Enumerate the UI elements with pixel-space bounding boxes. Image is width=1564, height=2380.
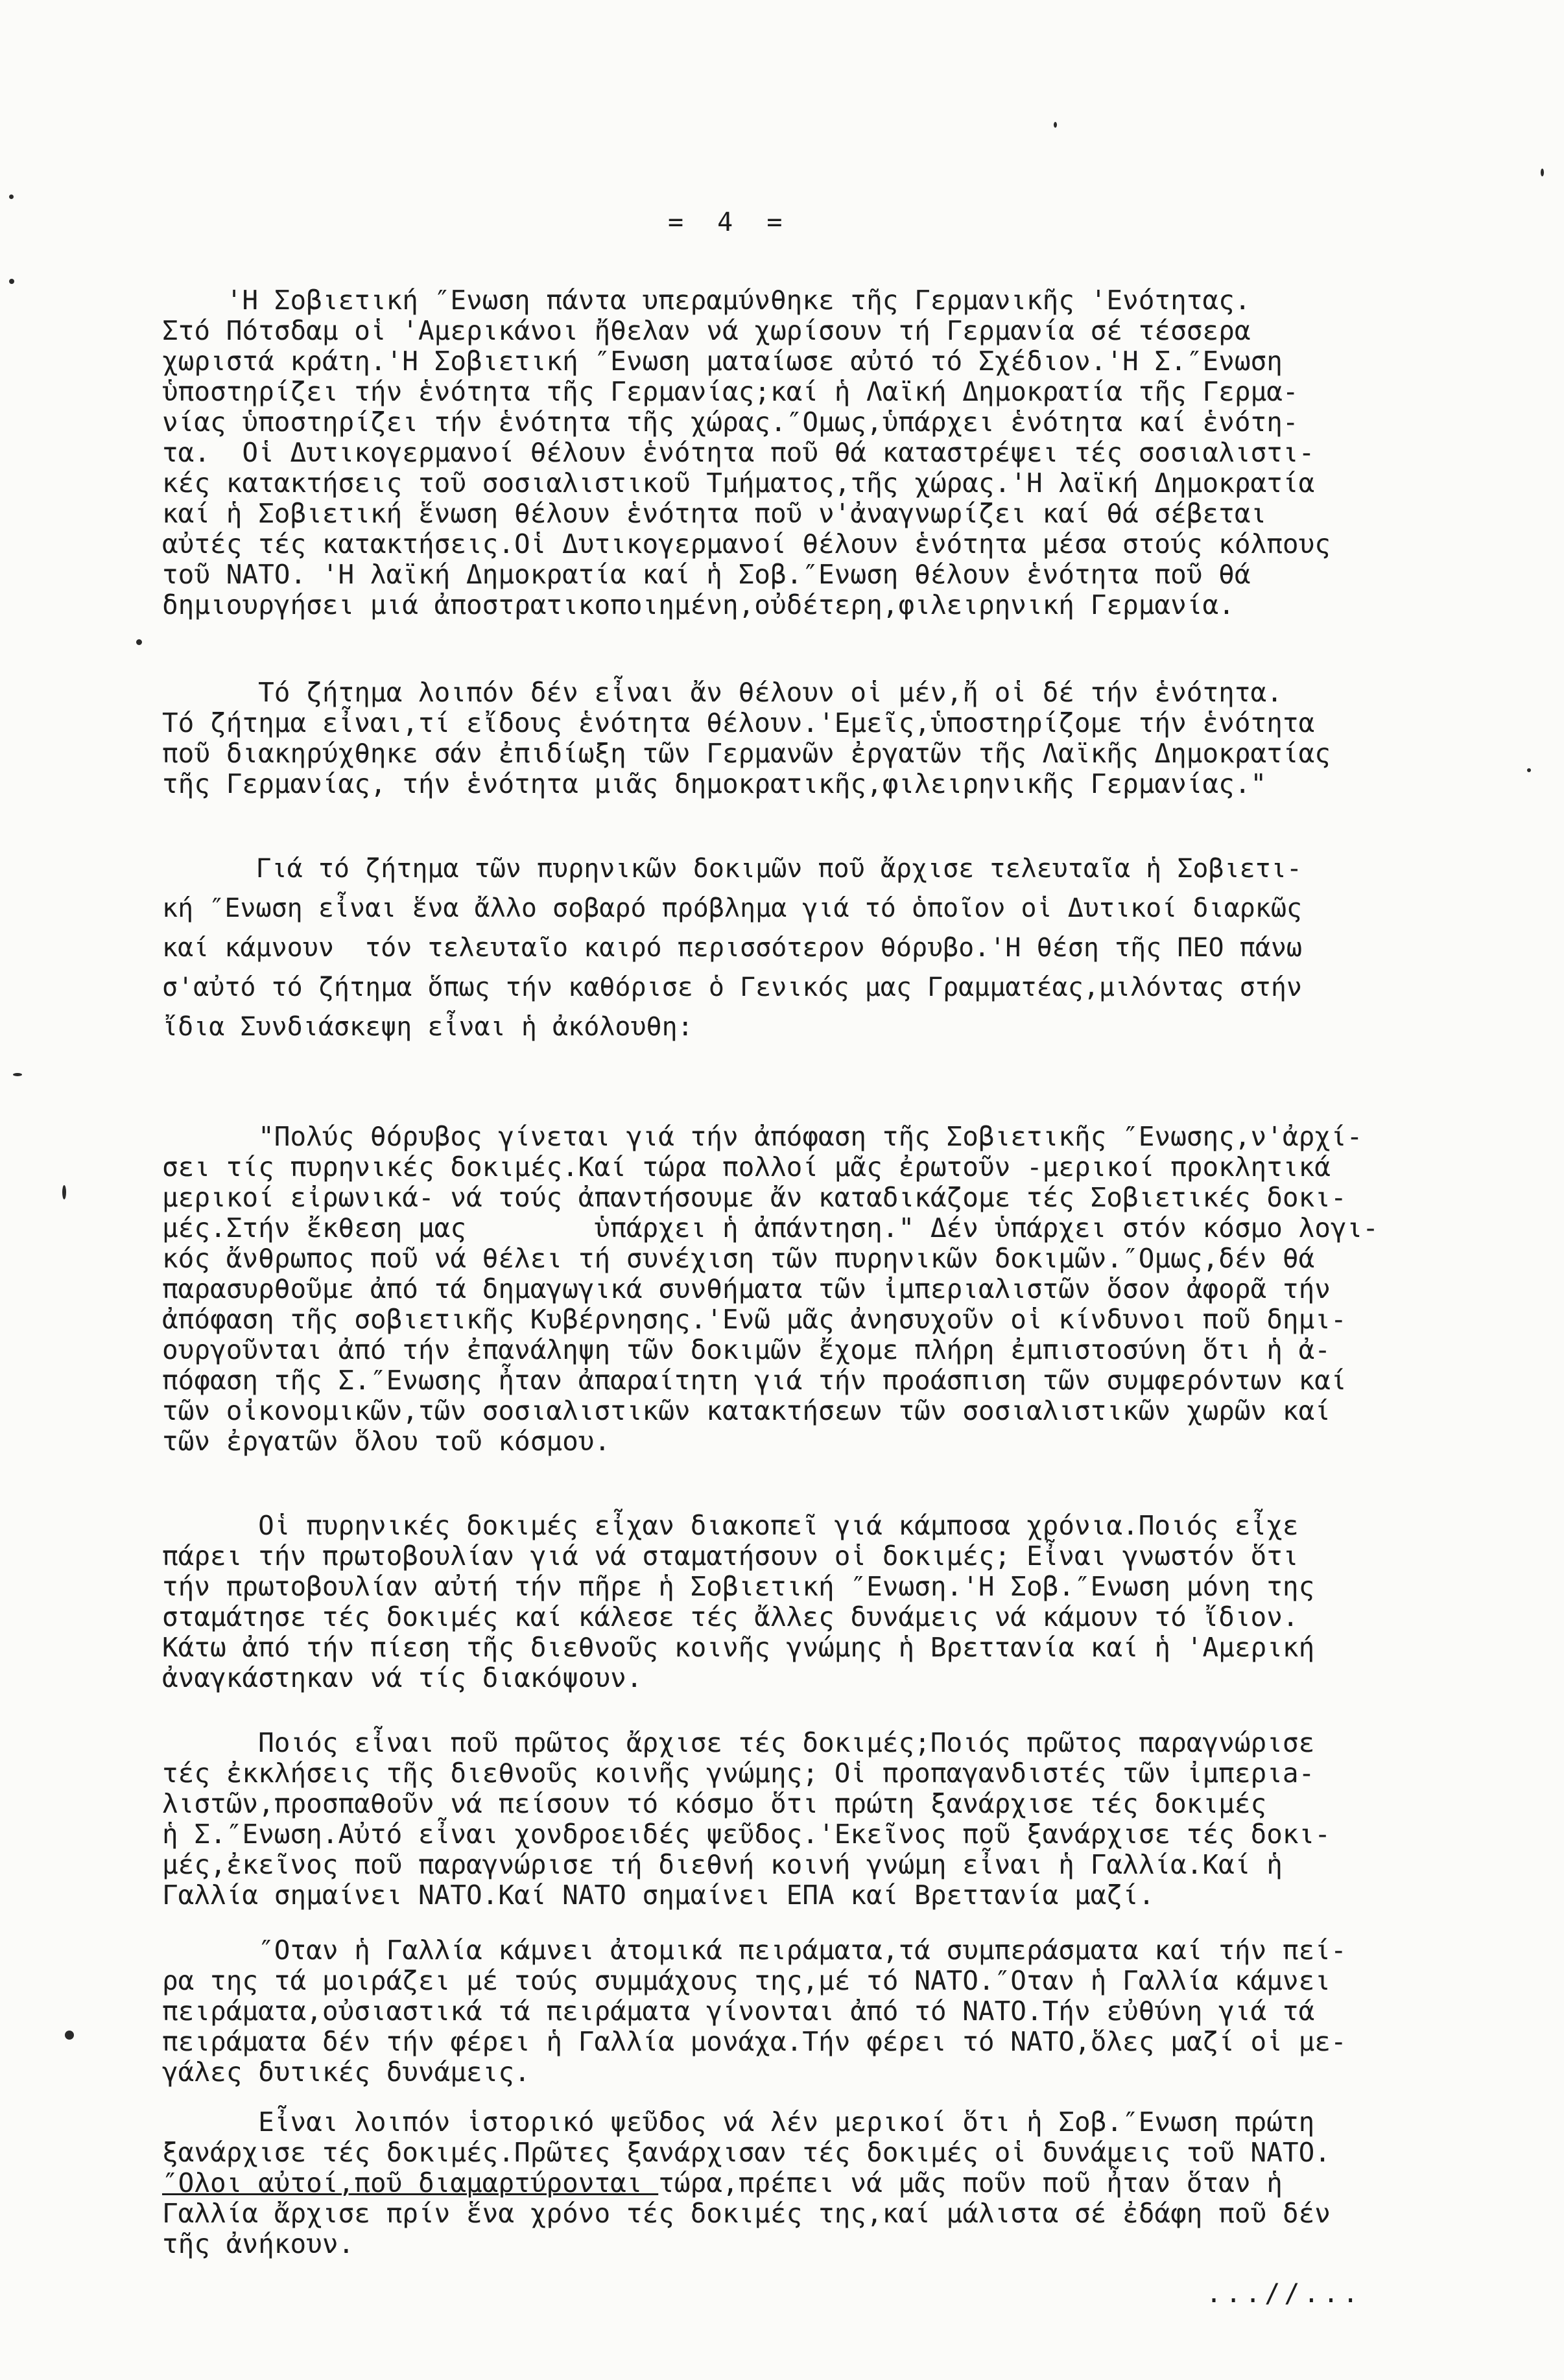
paragraph-text: ″Οταν ἡ Γαλλία κάμνει ἀτομικά πειράματα,τά συμπεράσματα καί τήν πεί- ρα της τά μοιράζει μέ τούς συμμάχους της,μέ τό ΝΑΤΟ.″Οταν ἡ Γαλλία κάμνει πειράματα,οὐσιαστικά τά πειράματα γίνονται ἀπό τό ΝΑΤΟ.Τήν εὐθύνη γιά τά πειράματα δέν τήν φέρει ἡ Γαλλία μονάχα.Τήν φέρει τό ΝΑΤΟ,ὅλες μαζί οἱ με- γάλες δυτικές δυνάμεις. [162, 1935, 1347, 2088]
scan-speck [13, 1073, 22, 1076]
scan-speck [9, 194, 14, 199]
paragraph-text: 'Η Σοβιετική ″Ενωση πάντα υπεραμύνθηκε τῆς Γερμανικῆς 'Ενότητας. Στό Πότσδαμ οἱ 'Αμερικάνοι ἤθελαν νά χωρίσουν τή Γερμανία σέ τέσσερα χωριστά κράτη.'Η Σοβιετική ″Ενωση ματαίωσε αὐτό τό Σχέδιον.'Η Σ.″Ενωση ὑποστηρίζει τήν ἑνότητα τῆς Γερμανίας;καί ἡ Λαϊκή Δημοκρατία τῆς Γερμα- νίας ὑποστηρίζει τήν ἑνότητα τῆς χώρας.″Ομως,ὑπάρχει ἑνότητα καί ἑνότη- τα. Οἱ Δυτικογερμανοί θέλουν ἑνότητα ποῦ θά καταστρέψει τές σοσιαλιστι- κές κατακτήσεις τοῦ σοσιαλιστικοῦ Τμήματος,τῆς χώρας.'Η λαϊκή Δημοκρατία καί ἡ Σοβιετική ἕνωση θέλουν ἑνότητα ποῦ ν'ἀναγνωρίζει καί θά σέβεται αὐτές τές κατακτήσεις.Οἱ Δυτικογερμανοί θέλουν ἑνότητα μέσα στούς κόλπους τοῦ ΝΑΤΟ. 'Η λαϊκή Δημοκρατία καί ἡ Σοβ.″Ενωση θέλουν ἑνότητα ποῦ θά δημιουργήσει μιά ἀποστρατικοποιημένη,οὐδέτερη,φιλειρηνική Γερμανία. [162, 285, 1331, 620]
paragraph-8 [162, 2107, 1465, 2259]
scan-speck [9, 279, 14, 284]
scan-speck [1527, 768, 1531, 772]
paragraph-6 [162, 1728, 1465, 1911]
page-number: = 4 = [668, 207, 792, 237]
paragraph-7 [162, 1935, 1465, 2088]
paragraph-2 [162, 677, 1465, 799]
paragraph-text: Οἱ πυρηνικές δοκιμές εἶχαν διακοπεῖ γιά κάμποσα χρόνια.Ποιός εἶχε πάρει τήν πρωτοβουλίαν γιά νά σταματήσουν οἱ δοκιμές; Εἶναι γνωστόν ὅτι τήν πρωτοβουλίαν αὐτή τήν πῆρε ἡ Σοβιετική ″Ενωση.'Η Σοβ.″Ενωση μόνη της σταμάτησε τές δοκιμές καί κάλεσε τές ἄλλες δυνάμεις νά κάμουν τό ἴδιον. Κάτω ἀπό τήν πίεση τῆς διεθνοῦς κοινῆς γνώμης ἡ Βρεττανία καί ἡ 'Αμερική ἀναγκάστηκαν νά τίς διακόψουν. [162, 1510, 1315, 1693]
underlined-phrase: ″Ολοι αὐτοί,ποῦ διαμαρτύρονται [162, 2167, 659, 2198]
paragraph-text: Ποιός εἶναι ποῦ πρῶτος ἄρχισε τές δοκιμές;Ποιός πρῶτος παραγνώρισε τές ἐκκλήσεις τῆς διεθνοῦς κοινῆς γνώμης; Οἱ προπαγανδιστές τῶν ἰμπεριa- λιστῶν,προσπαθοῦν νά πείσουν τό κόσμο ὅτι πρώτη ξανάρχισε τές δοκιμές ἡ Σ.″Ενωση.Αὐτό εἶναι χονδροειδές ψεῦδος.'Εκεῖνος ποῦ ξανάρχισε τές δοκι- μές,ἐκεῖνος ποῦ παραγνώρισε τή διεθνή κοινή γνώμη εἶναι ἡ Γαλλία.Καί ἡ Γαλλία σημαίνει ΝΑΤΟ.Καί ΝΑΤΟ σημαίνει ΕΠΑ καί Βρεττανία μαζί. [162, 1727, 1331, 1911]
scan-speck [65, 2031, 74, 2040]
paragraph-4-quote [162, 1122, 1465, 1457]
paragraph-text: "Πολύς θόρυβος γίνεται γιά τήν ἀπόφαση τῆς Σοβιετικῆς ″Ενωσης,ν'ἀρχί- σει τίς πυρηνικές δοκιμές.Καί τώρα πολλοί μᾶς ἐρωτοῦν -μερικοί προκλητικά μερικοί εἰρωνικά- νά τούς ἀπαντήσουμε ἄν καταδικάζομε τές Σοβιετικές δοκι- μές.Στήν ἔκθεση μας ὑπάρχει ἡ ἀπάντηση." Δέν ὑπάρχει στόν κόσμο λογι- κός ἄνθρωπος ποῦ νά θέλει τή συνέχιση τῶν πυρηνικῶν δοκιμῶν.″Ομως,δέν θά παρασυρθοῦμε ἀπό τά δημαγωγικά συνθήματα τῶν ἰμπεριαλιστῶν ὅσον ἀφορᾶ τήν ἀπόφαση τῆς σοβιετικῆς Κυβέρνησης.'Ενῶ μᾶς ἀνησυχοῦν οἱ κίνδυνοι ποῦ δημι- ουργοῦνται ἀπό τήν ἐπανάληψη τῶν δοκιμῶν ἔχομε πλήρη ἐμπιστοσύνη ὅτι ἡ ἀ- πόφαση τῆς Σ.″Ενωσης ἦταν ἀπαραίτητη γιά τήν προάσπιση τῶν συμφερόντων καί τῶν οἰκονομικῶν,τῶν σοσιαλιστικῶν κατακτήσεων τῶν σοσιαλιστικῶν χωρῶν καί τῶν ἐργατῶν ὅλου τοῦ κόσμου. [162, 1121, 1379, 1457]
paragraph-text: Γιά τό ζήτημα τῶν πυρηνικῶν δοκιμῶν ποῦ ἄρχισε τελευταῖα ἡ Σοβιετι- κή ″Ενωση εἶναι ἕνα ἄλλο σοβαρό πρόβλημα γιά τό ὁποῖον οἱ Δυτικοί διαρκῶς καί κάμνουν τόν τελευταῖο καιρό περισσότερον θόρυβο.'Η θέση τῆς ΠΕΟ πάνω σ'αὐτό τό ζήτημα ὅπως τήν καθόρισε ὁ Γενικός μας Γραμματέας,μιλόντας στήν ἴδια Συνδιάσκεψη εἶναι ἡ ἀκόλουθη: [162, 854, 1302, 1042]
scan-speck [136, 639, 142, 645]
scan-speck [1541, 169, 1544, 176]
scan-speck [62, 1185, 66, 1199]
paragraph-5 [162, 1511, 1465, 1693]
paragraph-1 [162, 285, 1465, 620]
continuation-mark: ...//... [1206, 2279, 1362, 2309]
scan-speck [1054, 122, 1057, 128]
paragraph-3 [162, 849, 1465, 1047]
paragraph-text: Εἶναι λοιπόν ἱστορικό ψεῦδος νά λέν μερικοί ὅτι ἡ Σοβ.″Ενωση πρώτη ξανάρχισε τές δοκιμές.Πρῶτες ξανάρχισαν τές δοκιμές οἱ δυνάμεις τοῦ ΝΑΤΟ. ″Ολοι αὐτοί,ποῦ διαμαρτύρονται τώρα,πρέπει νά μᾶς ποῦν ποῦ ἦταν ὅταν ἡ Γαλλία ἄρχισε πρίν ἕνα χρόνο τές δοκιμές της,καί μάλιστα σέ ἐδάφη ποῦ δέν τῆς ἀνήκουν. [162, 2106, 1331, 2259]
paragraph-text: Τό ζήτημα λοιπόν δέν εἶναι ἄν θέλουν οἱ μέν,ἤ οἱ δέ τήν ἑνότητα. Τό ζήτημα εἶναι,τί εἴδους ἑνότητα θέλουν.'Εμεῖς,ὑποστηρίζομε τήν ἑνότητα ποῦ διακηρύχθηκε σάν ἐπιδίωξη τῶν Γερμανῶν ἐργατῶν τῆς Λαϊκῆς Δημοκρατίας τῆς Γερμανίας, τήν ἑνότητα μιᾶς δημοκρατικῆς,φιλειρηνικῆς Γερμανίας." [162, 677, 1331, 799]
